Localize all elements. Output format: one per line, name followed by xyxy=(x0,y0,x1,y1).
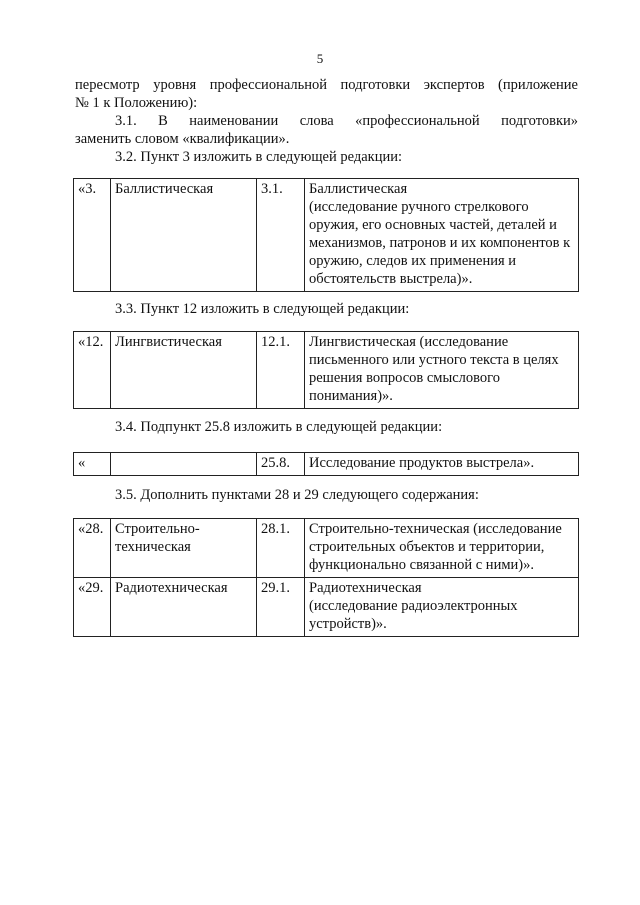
description-line: Лингвистическая (исследование xyxy=(309,334,509,350)
code-cell: 29.1. xyxy=(257,578,305,637)
item-3-3-paragraph xyxy=(75,300,578,318)
expertise-name-cell xyxy=(111,179,257,292)
table-row xyxy=(74,453,579,476)
table-item-25 xyxy=(73,452,579,476)
description-line: (исследование ручного стрелкового xyxy=(309,199,529,215)
description-line: обстоятельств выстрела)». xyxy=(309,271,473,287)
item-3-3-text: 3.3. Пункт 12 изложить в следующей редакции: xyxy=(115,301,410,317)
item-3-1-word: слова xyxy=(299,113,334,129)
item-3-4-paragraph xyxy=(75,418,578,436)
expertise-name-line: Радиотехническая xyxy=(115,580,228,596)
description-line: механизмов, патронов и их компонентов к xyxy=(309,235,571,251)
item-3-4-text: 3.4. Подпункт 25.8 изложить в следующей редакции: xyxy=(115,419,443,435)
item-3-5-paragraph xyxy=(75,486,578,504)
item-3-2-paragraph xyxy=(75,148,578,166)
intro-line-1: пересмотр уровня профессиональной подготовки экспертов (приложение xyxy=(75,77,578,93)
table-row xyxy=(74,519,579,578)
description-line: Строительно-техническая (исследование xyxy=(309,521,562,537)
description-line: понимания)». xyxy=(309,388,393,404)
intro-line-2: № 1 к Положению): xyxy=(75,95,198,111)
expertise-name-line: Лингвистическая xyxy=(115,334,222,350)
description-line: оружию, следов их применения и xyxy=(309,253,517,269)
description-line: письменного или устного текста в целях xyxy=(309,352,559,368)
expertise-name-cell xyxy=(111,578,257,637)
item-3-1-word: подготовки» xyxy=(501,113,579,129)
row-number-cell: « xyxy=(74,453,111,476)
code-cell: 28.1. xyxy=(257,519,305,578)
description-cell xyxy=(305,578,579,637)
description-line: строительных объектов и территории, xyxy=(309,539,545,555)
item-3-2-text: 3.2. Пункт 3 изложить в следующей редакции: xyxy=(115,149,403,165)
description-line: решения вопросов смыслового xyxy=(309,370,500,386)
code-cell: 3.1. xyxy=(257,179,305,292)
description-line: Баллистическая xyxy=(309,181,408,197)
description-line: функционально связанной с ними)». xyxy=(309,557,534,573)
table-items-28-29 xyxy=(73,518,579,637)
description-cell xyxy=(305,453,579,476)
table-row xyxy=(74,332,579,409)
item-3-1-word: «профессиональной xyxy=(355,113,480,129)
expertise-name-line: Строительно- xyxy=(115,521,200,537)
code-cell: 25.8. xyxy=(257,453,305,476)
description-line: устройств)». xyxy=(309,616,387,632)
row-number-cell: «12. xyxy=(74,332,111,409)
table-row xyxy=(74,179,579,292)
code-cell: 12.1. xyxy=(257,332,305,409)
description-line: Исследование продуктов выстрела». xyxy=(309,455,535,471)
row-number-cell: «29. xyxy=(74,578,111,637)
table-item-12 xyxy=(73,331,579,409)
intro-paragraph xyxy=(75,76,578,112)
expertise-name-line: Баллистическая xyxy=(115,181,214,197)
row-number-cell: «3. xyxy=(74,179,111,292)
expertise-name-line: техническая xyxy=(115,539,191,555)
expertise-name-cell xyxy=(111,332,257,409)
expertise-name-cell xyxy=(111,519,257,578)
description-cell xyxy=(305,179,579,292)
row-number-cell: «28. xyxy=(74,519,111,578)
description-line: Радиотехническая xyxy=(309,580,422,596)
description-line: (исследование радиоэлектронных xyxy=(309,598,518,614)
item-3-1-word: 3.1. В xyxy=(115,113,168,129)
description-cell xyxy=(305,332,579,409)
description-cell xyxy=(305,519,579,578)
item-3-1-word: наименовании xyxy=(189,113,279,129)
item-3-1-line-2: заменить словом «квалификации». xyxy=(75,131,290,147)
table-row xyxy=(74,578,579,637)
description-line: оружия, его основных частей, деталей и xyxy=(309,217,557,233)
item-3-5-text: 3.5. Дополнить пунктами 28 и 29 следующего содержания: xyxy=(115,487,479,503)
table-item-3 xyxy=(73,178,579,292)
item-3-1-paragraph xyxy=(75,112,578,148)
item-3-1-line-1 xyxy=(75,112,578,130)
page-number: 5 xyxy=(316,51,324,66)
expertise-name-cell xyxy=(111,453,257,476)
